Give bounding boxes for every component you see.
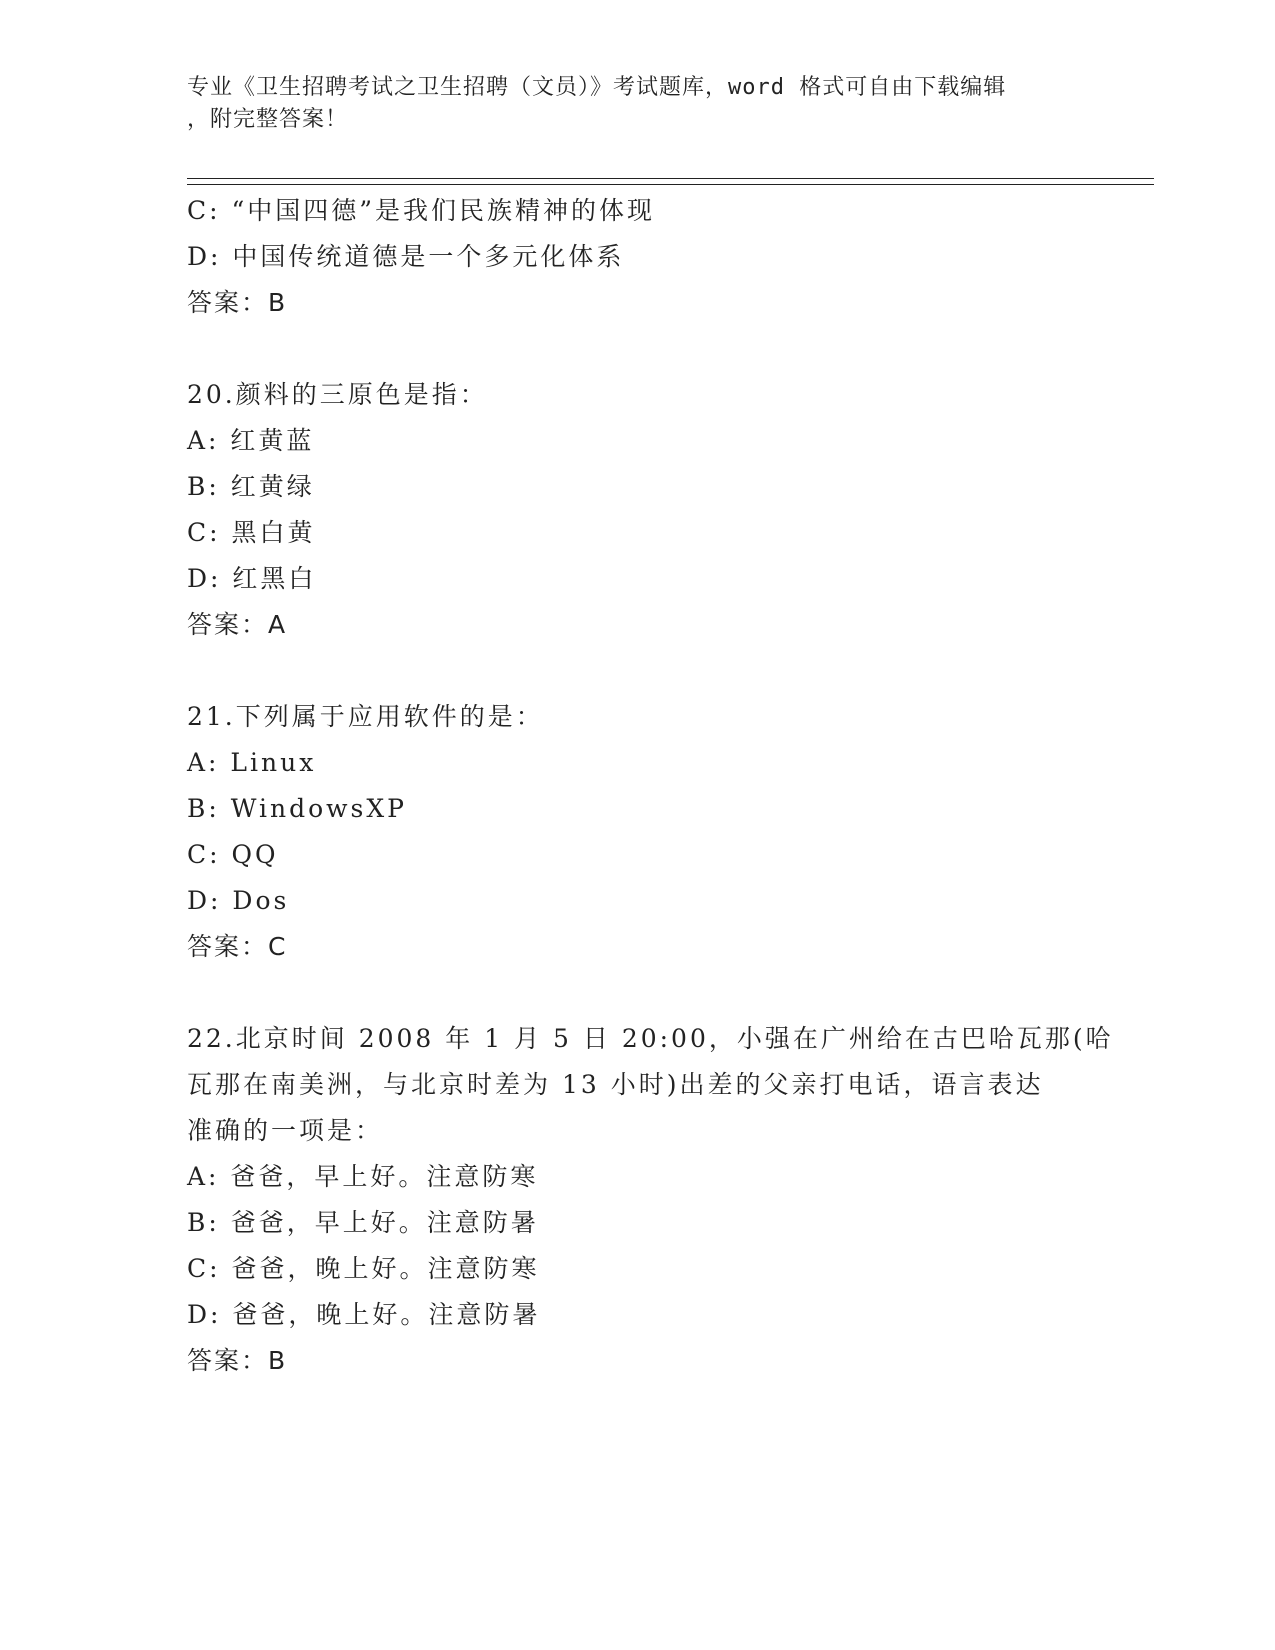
- option-d: D: 红黑白: [187, 564, 317, 593]
- option-a: A: Linux: [187, 748, 317, 777]
- option-b: B: WindowsXP: [187, 794, 407, 823]
- answer: 答案：B: [187, 1346, 288, 1375]
- option-c: C: 黑白黄: [187, 518, 316, 547]
- question-21: [187, 694, 1087, 970]
- answer: 答案：C: [187, 932, 288, 961]
- spacer: [187, 326, 1087, 372]
- prev-option-d: D: 中国传统道德是一个多元化体系: [187, 242, 625, 271]
- spacer: [187, 648, 1087, 694]
- question-stem-line-2: 瓦那在南美洲，与北京时差为 13 小时)出差的父亲打电话，语言表达: [187, 1070, 1044, 1099]
- header-title-line1: 专业《卫生招聘考试之卫生招聘（文员）》考试题库，word 格式可自由下载编辑: [187, 75, 1007, 100]
- option-b: B: 爸爸，早上好。注意防暑: [187, 1208, 539, 1237]
- header-title-line2: ，附完整答案！: [187, 107, 349, 132]
- document-header: [187, 72, 1077, 136]
- option-b: B: 红黄绿: [187, 472, 315, 501]
- option-d: D: Dos: [187, 886, 290, 915]
- option-c: C: 爸爸，晚上好。注意防寒: [187, 1254, 540, 1283]
- question-22: [187, 1016, 1114, 1384]
- option-a: A: 爸爸，早上好。注意防寒: [187, 1162, 539, 1191]
- answer: 答案：A: [187, 610, 288, 639]
- question-stem-line-3: 准确的一项是：: [187, 1116, 384, 1145]
- spacer: [187, 970, 1087, 1016]
- header-divider: [187, 178, 1154, 185]
- question-20: [187, 372, 1087, 648]
- option-a: A: 红黄蓝: [187, 426, 315, 455]
- question-list: [187, 188, 1114, 1384]
- question-stem: 20.颜料的三原色是指：: [187, 380, 488, 409]
- question-stem-line-1: 22.北京时间 2008 年 1 月 5 日 20:00，小强在广州给在古巴哈瓦那(哈: [187, 1024, 1114, 1053]
- option-c: C: QQ: [187, 840, 279, 869]
- question-stem: 21.下列属于应用软件的是：: [187, 702, 544, 731]
- prev-answer: 答案：B: [187, 288, 288, 317]
- prev-option-c: C: “中国四德”是我们民族精神的体现: [187, 196, 656, 225]
- option-d: D: 爸爸，晚上好。注意防暑: [187, 1300, 541, 1329]
